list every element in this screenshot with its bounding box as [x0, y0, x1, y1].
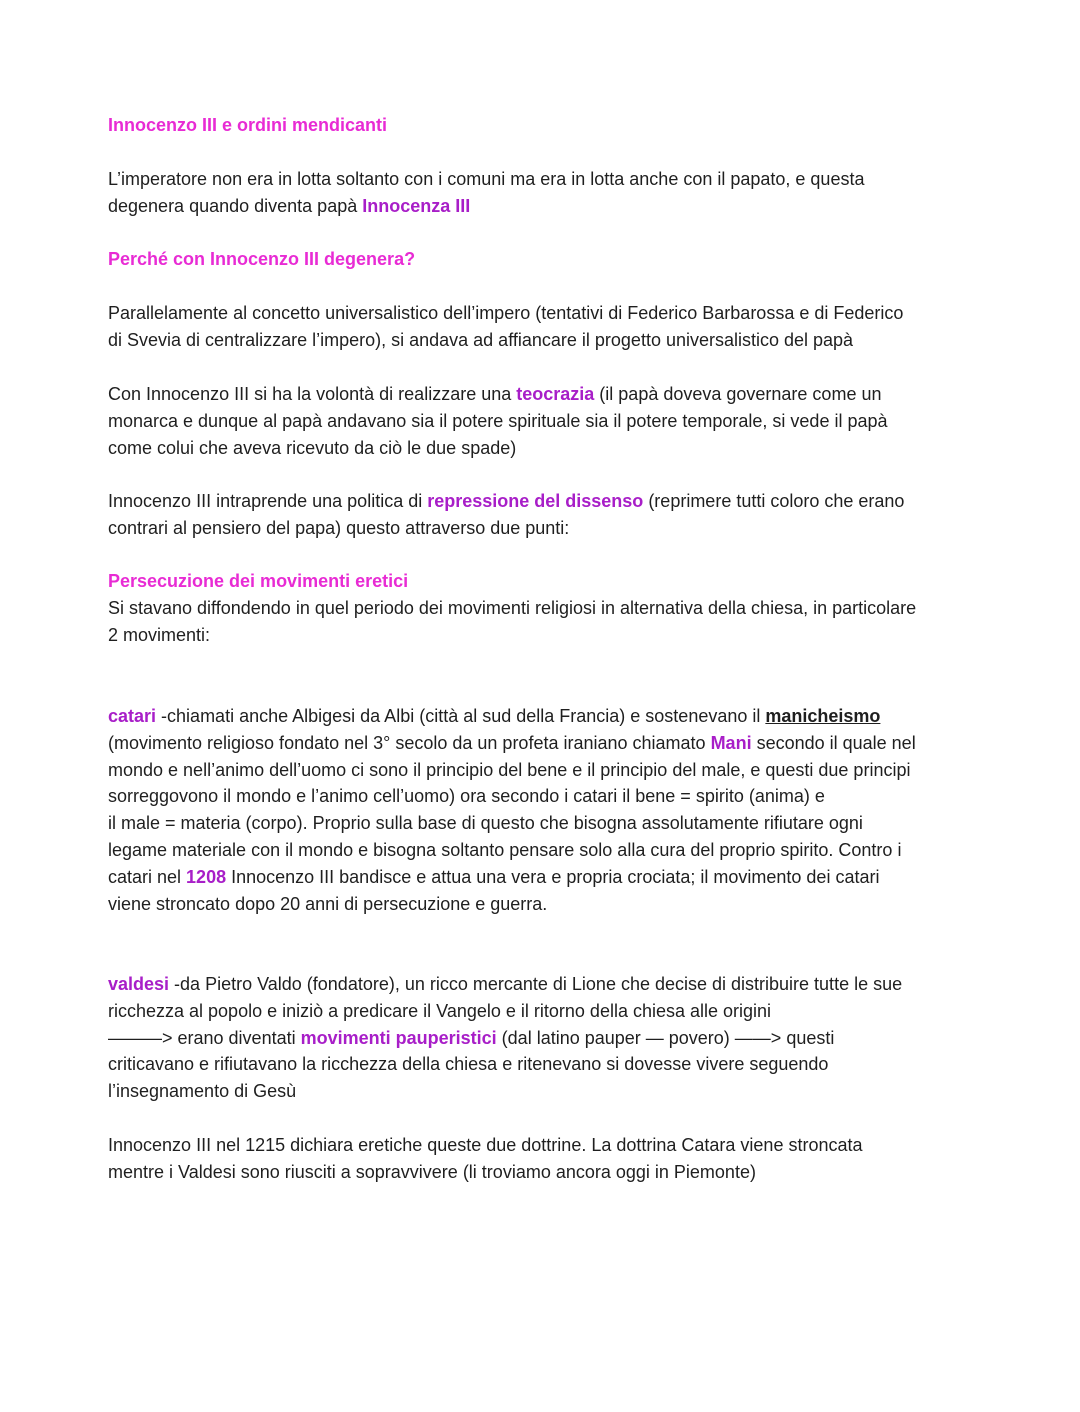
highlight-catari: catari — [108, 706, 157, 726]
paragraph-parallelamente — [108, 300, 988, 354]
text-line: ricchezza al popolo e iniziò a predicare il Vangelo e il ritorno della chiesa alle origini — [108, 1000, 772, 1021]
paragraph-repressione — [108, 488, 988, 542]
text-span: (reprimere tutti coloro che erano — [643, 491, 905, 511]
text-line — [108, 703, 988, 730]
text-line — [108, 971, 988, 998]
text-line: monarca e dunque al papà andavano sia il potere spirituale sia il potere temporale, si vede il papà — [108, 410, 888, 431]
section-heading-perche — [108, 246, 988, 273]
text-line: criticavano e rifiutavano la ricchezza della chiesa e ritenevano si dovesse vivere seguendo — [108, 1054, 829, 1075]
text-span: (il papà doveva governare come un — [594, 384, 882, 404]
text-line — [108, 864, 988, 891]
text-span: Innocenzo III intraprende una politica di — [108, 491, 428, 511]
text-line: mentre i Valdesi sono riusciti a sopravvivere (li troviamo ancora oggi in Piemonte) — [108, 1161, 756, 1182]
text-span: degenera quando diventa papà — [108, 195, 363, 216]
paragraph-catari — [108, 703, 988, 917]
text-line: l’insegnamento di Gesù — [108, 1081, 297, 1102]
highlight-valdesi: valdesi — [108, 974, 170, 994]
text-span: secondo il quale nel — [751, 732, 916, 753]
text-line: il male = materia (corpo). Proprio sulla base di questo che bisogna assolutamente rifiutare ogni — [108, 813, 863, 834]
highlight-repressione: repressione del dissenso — [427, 491, 644, 511]
paragraph-valdesi — [108, 971, 988, 1105]
text-line: contrari al pensiero del papa) questo attraverso due punti: — [108, 517, 570, 538]
underlined-manicheismo: manicheismo — [765, 706, 881, 726]
text-line: 2 movimenti: — [108, 624, 211, 645]
text-span: (movimento religioso fondato nel 3° secolo da un profeta iraniano chiamato — [108, 732, 711, 753]
highlight-pauperistici: movimenti pauperistici — [300, 1027, 497, 1048]
text-span: (dal latino pauper — povero) ——> questi — [496, 1027, 835, 1048]
text-line — [108, 193, 988, 220]
text-span: -chiamati anche Albigesi da Albi (città al sud della Francia) e sostenevano il — [156, 706, 766, 726]
highlight-teocrazia: teocrazia — [516, 384, 595, 404]
paragraph-teocrazia — [108, 381, 988, 461]
text-line: Parallelamente al concetto universalistico dell’impero (tentativi di Federico Barbarossa e di Federico — [108, 303, 904, 323]
section-persecuzione — [108, 568, 988, 648]
text-span: Con Innocenzo III si ha la volontà di realizzare una — [108, 384, 517, 404]
text-line: legame materiale con il mondo e bisogna soltanto pensare solo alla cura del proprio spirito. Contro i — [108, 839, 902, 860]
text-line: Innocenzo III nel 1215 dichiara eretiche queste due dottrine. La dottrina Catara viene stroncata — [108, 1135, 863, 1155]
text-line: sorreggovono il mondo e l’animo cell’uomo) ora secondo i catari il bene = spirito (anima) e — [108, 786, 825, 807]
text-line: mondo e nell’animo dell’uomo ci sono il principio del bene e il principio del male, e questi due principi — [108, 759, 911, 780]
highlight-1208: 1208 — [186, 866, 227, 887]
text-span: Innocenzo III bandisce e attua una vera e propria crociata; il movimento dei catari — [226, 866, 880, 887]
text-span: -da Pietro Valdo (fondatore), un ricco mercante di Lione che decise di distribuire tutte le sue — [169, 974, 903, 994]
text-line: di Svevia di centralizzare l’impero), si andava ad affiancare il progetto universalistico del papà — [108, 329, 854, 350]
highlight-mani: Mani — [710, 732, 752, 753]
highlight-innocenza: Innocenza III — [362, 195, 471, 216]
text-line: Si stavano diffondendo in quel periodo dei movimenti religiosi in alternativa della chiesa, in particolare — [108, 597, 917, 618]
heading-text: Persecuzione dei movimenti eretici — [108, 571, 409, 591]
section-heading-innocenzo — [108, 112, 988, 139]
text-line — [108, 488, 988, 515]
heading-text: Innocenzo III e ordini mendicanti — [108, 115, 388, 135]
paragraph-conclusione — [108, 1132, 988, 1186]
paragraph-imperatore — [108, 166, 988, 220]
text-line: viene stroncato dopo 20 anni di persecuzione e guerra. — [108, 893, 548, 914]
text-line — [108, 730, 988, 757]
heading-text: Perché con Innocenzo III degenera? — [108, 249, 416, 269]
text-line — [108, 1025, 988, 1052]
text-line: come colui che aveva ricevuto da ciò le due spade) — [108, 437, 517, 458]
text-line: L’imperatore non era in lotta soltanto con i comuni ma era in lotta anche con il papato, e questa — [108, 169, 865, 189]
text-line — [108, 381, 988, 408]
text-span: ———> erano diventati — [108, 1027, 301, 1048]
text-span: catari nel — [108, 866, 187, 887]
